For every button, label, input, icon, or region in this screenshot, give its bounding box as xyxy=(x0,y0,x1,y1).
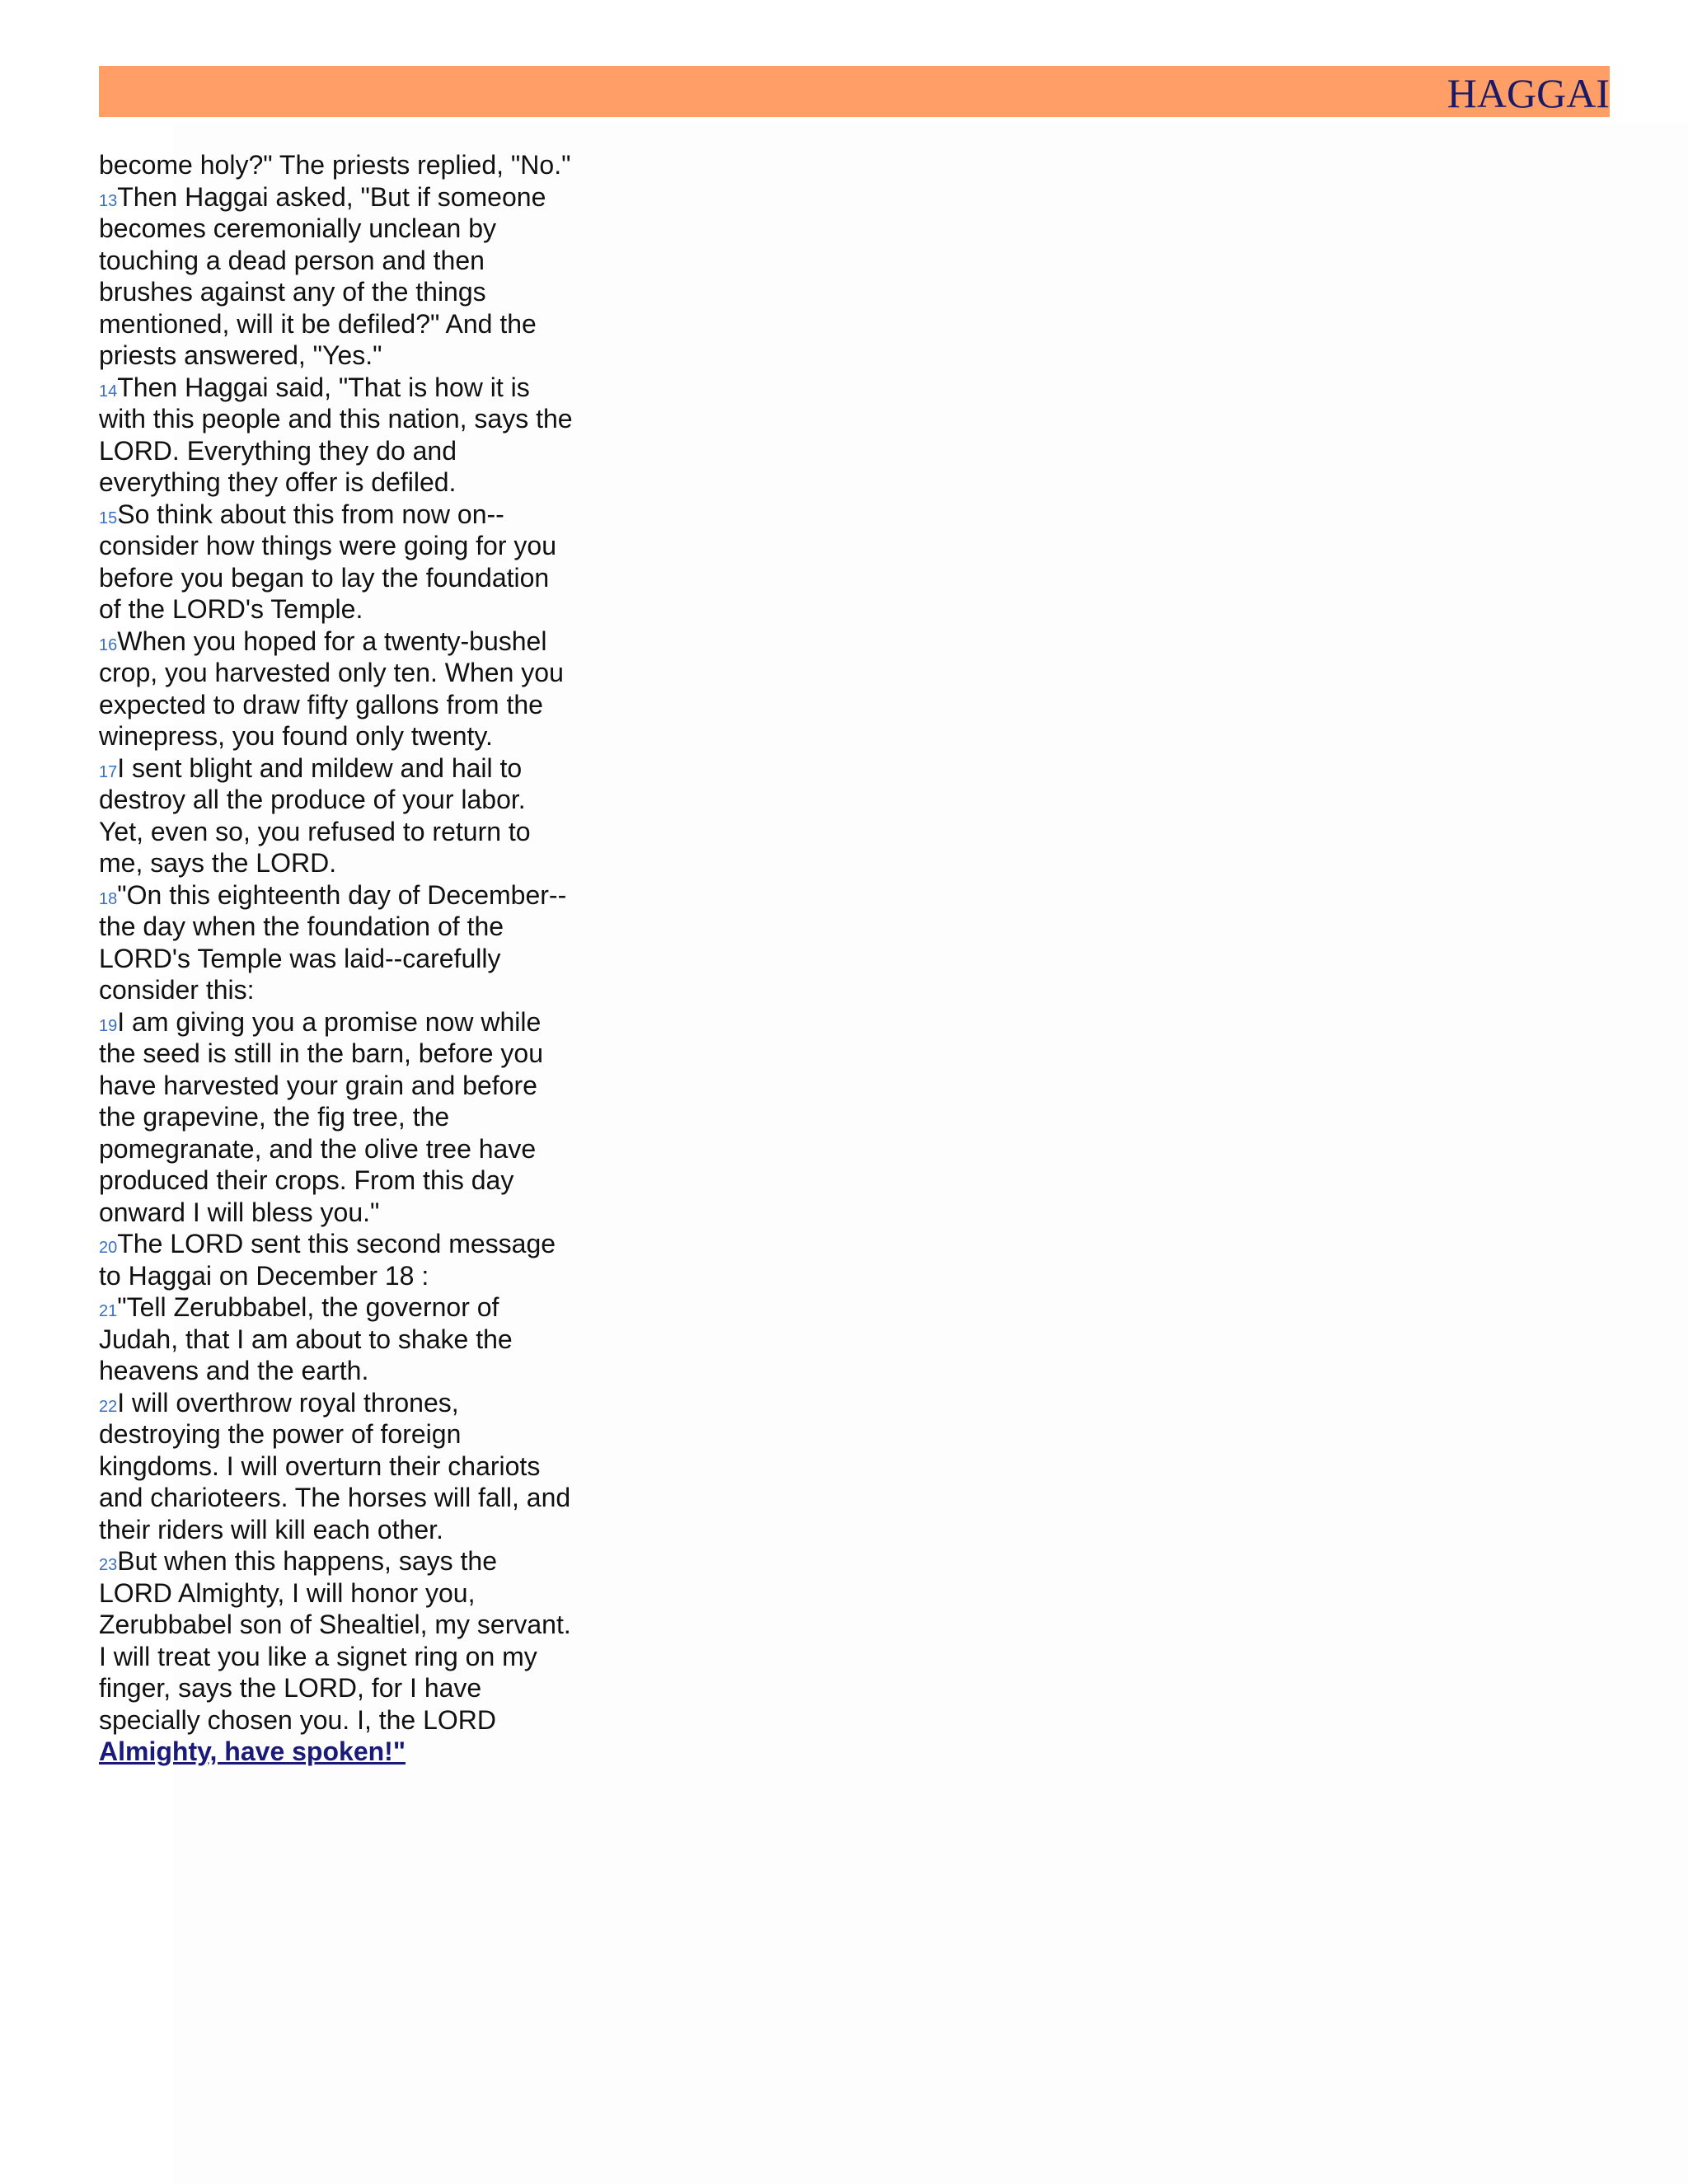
text-line xyxy=(99,466,610,499)
text-line xyxy=(99,245,610,277)
verse-text: heavens and the earth. xyxy=(99,1356,369,1385)
text-line xyxy=(99,562,610,594)
verse-text: touching a dead person and then xyxy=(99,245,485,275)
text-line xyxy=(99,847,610,879)
verse-18-start-line xyxy=(99,879,610,912)
text-line xyxy=(99,403,610,435)
text-line xyxy=(99,213,610,245)
verse-text: Then Haggai asked, "But if someone xyxy=(117,181,546,212)
text-line xyxy=(99,657,610,689)
verse-number: 19 xyxy=(99,1016,118,1035)
verse-text: winepress, you found only twenty. xyxy=(99,721,493,751)
verse-text: their riders will kill each other. xyxy=(99,1514,443,1544)
text-line xyxy=(99,340,610,372)
verse-13-start-line xyxy=(99,181,610,213)
text-line xyxy=(99,1355,610,1387)
verse-text: with this people and this nation, says the xyxy=(99,404,573,434)
verse-text: everything they offer is defiled. xyxy=(99,467,457,497)
verse-number: 17 xyxy=(99,762,118,781)
verse-17-start-line xyxy=(99,752,610,785)
scripture-text xyxy=(99,149,610,1768)
verse-text: expected to draw fifty gallons from the xyxy=(99,689,543,719)
text-line xyxy=(99,530,610,562)
verse-text: kingdoms. I will overturn their chariots xyxy=(99,1451,541,1481)
text-line xyxy=(99,1197,610,1229)
text-line xyxy=(99,1451,610,1483)
text-line xyxy=(99,1418,610,1451)
verse-number: 13 xyxy=(99,191,118,210)
verse-number: 15 xyxy=(99,509,118,527)
verse-text: consider this: xyxy=(99,975,255,1005)
verse-23-start-line xyxy=(99,1545,610,1577)
text-line xyxy=(99,1038,610,1070)
verse-text: the day when the foundation of the xyxy=(99,912,504,941)
text-line xyxy=(99,593,610,626)
verse-14-start-line xyxy=(99,372,610,404)
text-line xyxy=(99,1260,610,1292)
verse-text: Zerubbabel son of Shealtiel, my servant. xyxy=(99,1610,571,1639)
verse-text: So think about this from now on-- xyxy=(117,499,504,529)
verse-text: LORD's Temple was laid--carefully xyxy=(99,943,501,973)
verse-21-start-line xyxy=(99,1291,610,1324)
text-line xyxy=(99,308,610,340)
text-line xyxy=(99,149,610,181)
text-line xyxy=(99,1070,610,1102)
text-line xyxy=(99,276,610,308)
verse-text: finger, says the LORD, for I have xyxy=(99,1673,482,1703)
verse-text: When you hoped for a twenty-bushel xyxy=(117,626,547,656)
text-line xyxy=(99,1609,610,1641)
book-title: HAGGAI xyxy=(1447,70,1610,116)
verse-text: I will overthrow royal thrones, xyxy=(117,1387,459,1418)
verse-text: pomegranate, and the olive tree have xyxy=(99,1133,537,1164)
verse-text: before you began to lay the foundation xyxy=(99,562,550,593)
text-line xyxy=(99,435,610,467)
verse-number: 14 xyxy=(99,382,118,401)
text-line xyxy=(99,1133,610,1165)
verse-text: I am giving you a promise now while xyxy=(117,1006,542,1037)
verse-text: become holy?" The priests replied, "No." xyxy=(99,150,571,180)
verse-22-start-line xyxy=(99,1387,610,1419)
verse-text: have harvested your grain and before xyxy=(99,1070,537,1100)
verse-text: "Tell Zerubbabel, the governor of xyxy=(117,1292,499,1322)
verse-20-start-line xyxy=(99,1228,610,1260)
verse-text: the seed is still in the barn, before you xyxy=(99,1038,543,1068)
verse-text: Then Haggai said, "That is how it is xyxy=(117,372,530,402)
verse-text: me, says the LORD. xyxy=(99,848,337,878)
verse-text: I sent blight and mildew and hail to xyxy=(117,752,523,783)
verse-text: destroy all the produce of your labor. xyxy=(99,785,526,814)
verse-text: of the LORD's Temple. xyxy=(99,594,363,624)
text-line xyxy=(99,1324,610,1356)
verse-number: 16 xyxy=(99,635,118,654)
verse-text: produced their crops. From this day xyxy=(99,1165,514,1195)
verse-text: destroying the power of foreign xyxy=(99,1419,462,1449)
verse-text: consider how things were going for you xyxy=(99,531,556,560)
verse-text: But when this happens, says the xyxy=(117,1546,497,1576)
verse-number: 21 xyxy=(99,1302,118,1320)
verse-text: brushes against any of the things xyxy=(99,277,486,307)
text-line xyxy=(99,1482,610,1514)
text-line xyxy=(99,1704,610,1736)
text-line xyxy=(99,943,610,975)
text-line xyxy=(99,1672,610,1704)
verse-number: 20 xyxy=(99,1239,118,1257)
verse-text: onward I will bless you." xyxy=(99,1197,380,1227)
book-header-bar xyxy=(99,66,1610,117)
verse-text: "On this eighteenth day of December-- xyxy=(117,879,567,910)
text-line xyxy=(99,1514,610,1546)
verse-19-start-line xyxy=(99,1006,610,1038)
verse-text: specially chosen you. I, the LORD xyxy=(99,1704,497,1735)
verse-number: 18 xyxy=(99,889,118,908)
verse-text: LORD Almighty, I will honor you, xyxy=(99,1577,476,1608)
verse-16-start-line xyxy=(99,626,610,658)
verse-number: 23 xyxy=(99,1556,118,1574)
text-line xyxy=(99,816,610,848)
verse-text: LORD. Everything they do and xyxy=(99,435,457,466)
continue-link[interactable]: Almighty, have spoken!" xyxy=(99,1736,406,1766)
verse-text: the grapevine, the fig tree, the xyxy=(99,1102,450,1132)
verse-number: 22 xyxy=(99,1397,118,1416)
verse-text: mentioned, will it be defiled?" And the xyxy=(99,308,537,339)
text-line xyxy=(99,1165,610,1197)
verse-text: priests answered, "Yes." xyxy=(99,340,382,370)
text-line xyxy=(99,689,610,721)
text-line xyxy=(99,974,610,1006)
verse-text: The LORD sent this second message xyxy=(117,1229,556,1258)
text-line xyxy=(99,720,610,752)
text-line xyxy=(99,1101,610,1133)
verse-text: to Haggai on December 18 : xyxy=(99,1260,429,1291)
text-line xyxy=(99,1641,610,1673)
text-line xyxy=(99,784,610,816)
verse-text: crop, you harvested only ten. When you xyxy=(99,658,564,687)
text-line xyxy=(99,1577,610,1610)
verse-15-start-line xyxy=(99,499,610,531)
verse-text: becomes ceremonially unclean by xyxy=(99,213,497,243)
verse-text: I will treat you like a signet ring on my xyxy=(99,1641,537,1671)
verse-text: Judah, that I am about to shake the xyxy=(99,1324,513,1354)
verse-text: Yet, even so, you refused to return to xyxy=(99,816,531,846)
text-line xyxy=(99,911,610,943)
verse-text: and charioteers. The horses will fall, and xyxy=(99,1483,571,1512)
